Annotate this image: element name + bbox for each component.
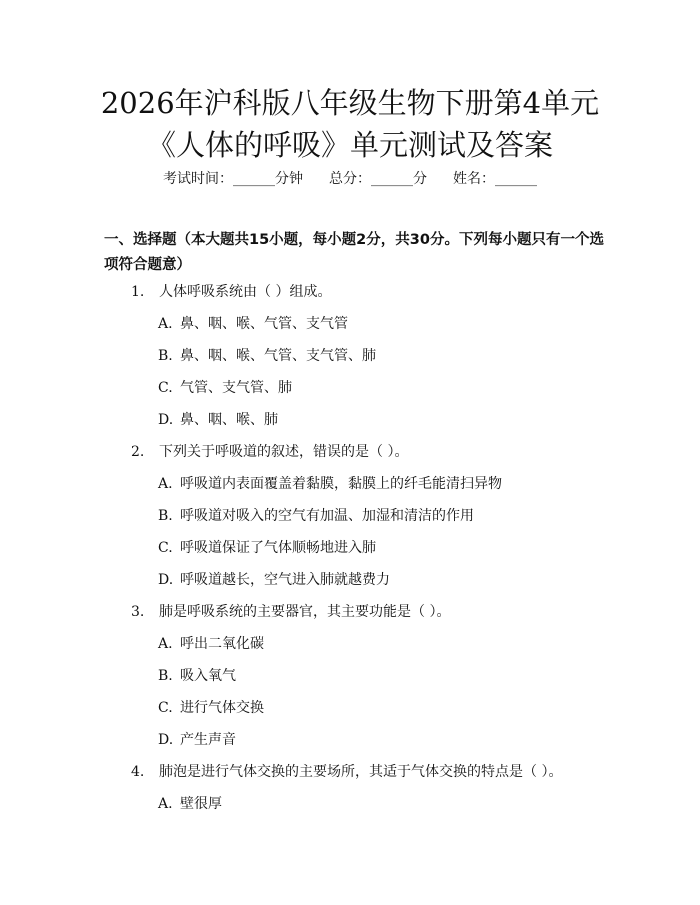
exam-time-unit: 分钟 <box>275 171 303 187</box>
option-4a <box>158 794 222 814</box>
option-letter: C. <box>158 700 173 716</box>
option-letter: B. <box>158 508 173 524</box>
option-3b <box>158 666 236 686</box>
section-heading: 一、选择题（本大题共15小题，每小题2分，共30分。下列每小题只有一个选项符合题意） <box>104 232 604 273</box>
option-3a <box>158 634 264 654</box>
option-2b <box>158 506 474 526</box>
option-letter: B. <box>158 348 173 364</box>
option-text: 进行气体交换 <box>180 700 264 716</box>
option-letter: A. <box>158 316 173 332</box>
question-stem: 肺是呼吸系统的主要器官，其主要功能是（ ）。 <box>159 604 451 620</box>
question-number: 2. <box>131 444 145 460</box>
option-letter: B. <box>158 668 173 684</box>
option-1c <box>158 378 292 398</box>
score-label: 总分： <box>329 171 371 187</box>
option-1d <box>158 410 278 430</box>
question-stem: 肺泡是进行气体交换的主要场所，其适于气体交换的特点是（ ）。 <box>159 764 563 780</box>
option-letter: D. <box>158 572 174 588</box>
name-blank: ______ <box>495 171 537 187</box>
option-text: 呼出二氧化碳 <box>180 636 264 652</box>
option-text: 呼吸道保证了气体顺畅地进入肺 <box>180 540 376 556</box>
exam-time-label: 考试时间： <box>163 171 233 187</box>
option-2c <box>158 538 376 558</box>
option-text: 鼻、咽、喉、气管、支气管 <box>180 316 348 332</box>
score-blank: ______ <box>371 171 413 187</box>
question-stem: 人体呼吸系统由（ ）组成。 <box>159 284 332 300</box>
option-3c <box>158 698 264 718</box>
question-stem: 下列关于呼吸道的叙述，错误的是（ ）。 <box>159 444 409 460</box>
option-text: 吸入氧气 <box>180 668 236 684</box>
option-text: 呼吸道对吸入的空气有加温、加湿和清洁的作用 <box>180 508 474 524</box>
option-text: 产生声音 <box>180 732 236 748</box>
option-3d <box>158 730 236 750</box>
exam-info-line <box>0 169 700 189</box>
option-text: 鼻、咽、喉、肺 <box>180 412 278 428</box>
option-letter: A. <box>158 636 173 652</box>
option-letter: C. <box>158 380 173 396</box>
score-unit: 分 <box>413 171 427 187</box>
option-letter: D. <box>158 732 174 748</box>
option-1b <box>158 346 376 366</box>
option-2d <box>158 570 390 590</box>
exam-time-blank: ______ <box>233 171 275 187</box>
option-letter: C. <box>158 540 173 556</box>
option-text: 呼吸道越长，空气进入肺就越费力 <box>180 572 390 588</box>
option-text: 呼吸道内表面覆盖着黏膜，黏膜上的纤毛能清扫异物 <box>180 476 502 492</box>
document-title: 2026年沪科版八年级生物下册第4单元《人体的呼吸》单元测试及答案 <box>100 86 600 162</box>
option-text: 鼻、咽、喉、气管、支气管、肺 <box>180 348 376 364</box>
question-number: 3. <box>131 604 145 620</box>
option-text: 气管、支气管、肺 <box>180 380 292 396</box>
question-number: 1. <box>131 284 145 300</box>
option-letter: A. <box>158 796 173 812</box>
name-label: 姓名： <box>453 171 495 187</box>
option-1a <box>158 314 348 334</box>
option-text: 壁很厚 <box>180 796 222 812</box>
option-letter: A. <box>158 476 173 492</box>
option-letter: D. <box>158 412 174 428</box>
question-number: 4. <box>131 764 145 780</box>
option-2a <box>158 474 502 494</box>
